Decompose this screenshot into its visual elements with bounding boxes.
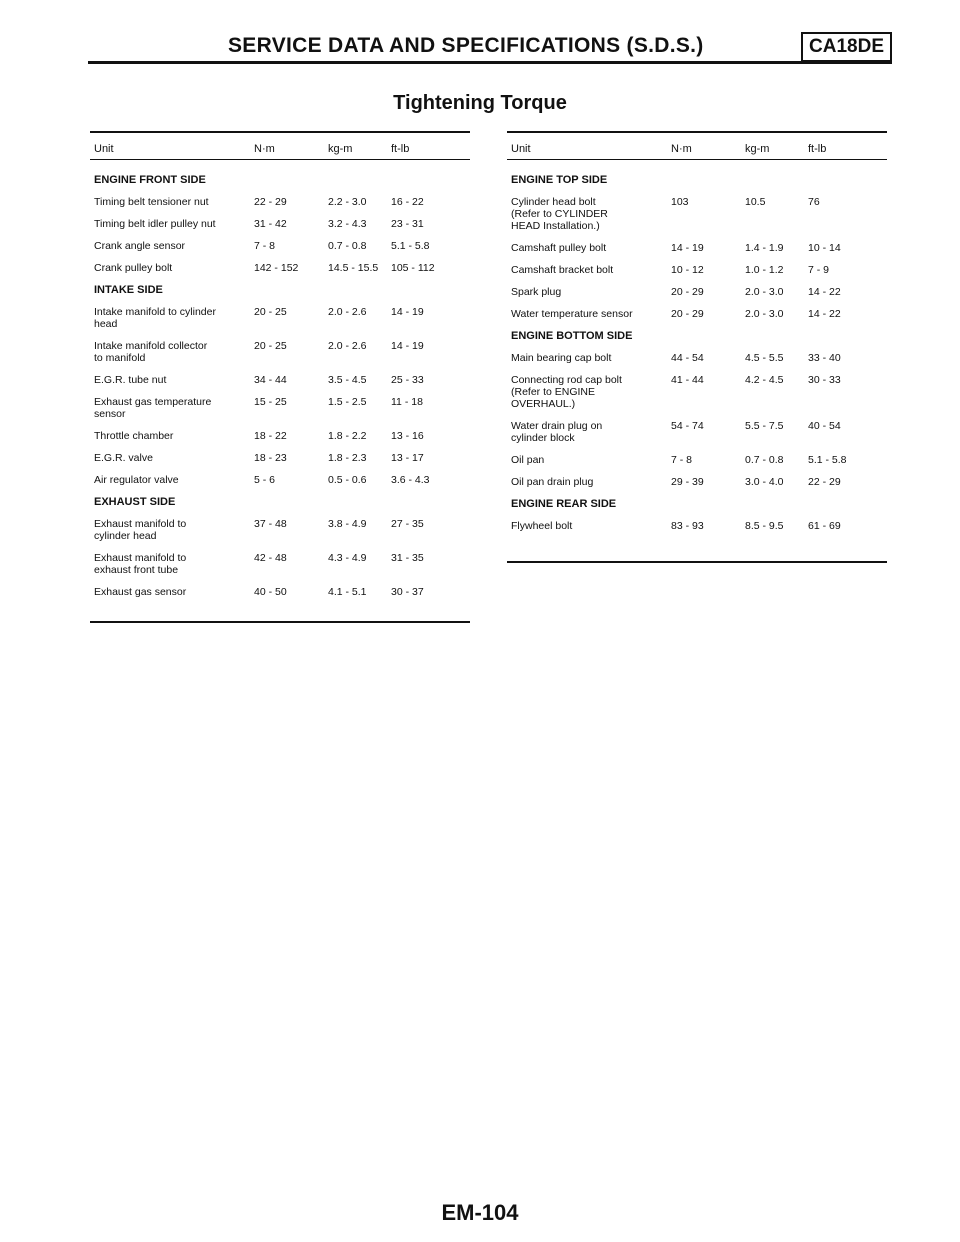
torque-kgm: 3.5 - 4.5 xyxy=(328,374,367,386)
item-label: Water drain plug on cylinder block xyxy=(511,420,603,444)
torque-table-right xyxy=(507,131,887,563)
item-label: Oil pan drain plug xyxy=(511,476,594,488)
torque-kgm: 2.2 - 3.0 xyxy=(328,196,367,208)
torque-nm: 18 - 22 xyxy=(254,430,287,442)
torque-ftlb: 27 - 35 xyxy=(391,518,424,530)
torque-ftlb: 3.6 - 4.3 xyxy=(391,474,430,486)
torque-nm: 83 - 93 xyxy=(671,520,704,532)
torque-kgm: 1.8 - 2.2 xyxy=(328,430,367,442)
column-ftlb: ft-lb xyxy=(391,143,410,155)
item-label: Spark plug xyxy=(511,286,562,298)
torque-kgm: 1.8 - 2.3 xyxy=(328,452,367,464)
torque-kgm: 3.2 - 4.3 xyxy=(328,218,367,230)
engine-code-badge: CA18DE xyxy=(801,32,892,62)
item-label: Throttle chamber xyxy=(94,430,174,442)
torque-ftlb: 11 - 18 xyxy=(391,396,423,408)
torque-ftlb: 13 - 17 xyxy=(391,452,424,464)
torque-ftlb: 23 - 31 xyxy=(391,218,424,230)
item-label: Timing belt idler pulley nut xyxy=(94,218,216,230)
item-label: Connecting rod cap bolt (Refer to ENGINE OVERHAUL.) xyxy=(511,374,622,410)
column-ftlb: ft-lb xyxy=(808,143,827,155)
item-label: Camshaft pulley bolt xyxy=(511,242,607,254)
torque-kgm: 3.0 - 4.0 xyxy=(745,476,784,488)
torque-nm: 29 - 39 xyxy=(671,476,704,488)
torque-kgm: 1.0 - 1.2 xyxy=(745,264,784,276)
torque-nm: 31 - 42 xyxy=(254,218,287,230)
item-label: Oil pan xyxy=(511,454,545,466)
torque-nm: 15 - 25 xyxy=(254,396,287,408)
torque-ftlb: 25 - 33 xyxy=(391,374,424,386)
torque-ftlb: 31 - 35 xyxy=(391,552,424,564)
item-label: Flywheel bolt xyxy=(511,520,573,532)
torque-kgm: 14.5 - 15.5 xyxy=(328,262,379,274)
section-title: Tightening Torque xyxy=(393,92,567,114)
item-label: E.G.R. tube nut xyxy=(94,374,167,386)
torque-nm: 20 - 25 xyxy=(254,340,287,352)
torque-ftlb: 10 - 14 xyxy=(808,242,841,254)
torque-ftlb: 33 - 40 xyxy=(808,352,841,364)
torque-nm: 42 - 48 xyxy=(254,552,287,564)
item-label: E.G.R. valve xyxy=(94,452,153,464)
column-nm: N·m xyxy=(254,143,275,155)
torque-kgm: 0.5 - 0.6 xyxy=(328,474,367,486)
item-label: Exhaust gas temperature sensor xyxy=(94,396,212,420)
item-label: Exhaust manifold to cylinder head xyxy=(94,518,187,542)
torque-table-left xyxy=(90,131,470,623)
torque-nm: 103 xyxy=(671,196,689,208)
table-header xyxy=(507,133,887,160)
column-unit: Unit xyxy=(94,143,114,155)
torque-kgm: 1.4 - 1.9 xyxy=(745,242,784,254)
torque-nm: 20 - 29 xyxy=(671,308,704,320)
item-label: Air regulator valve xyxy=(94,474,179,486)
page-header xyxy=(88,32,892,64)
item-label: Exhaust manifold to exhaust front tube xyxy=(94,552,187,576)
torque-ftlb: 105 - 112 xyxy=(391,262,435,274)
torque-ftlb: 30 - 37 xyxy=(391,586,424,598)
torque-nm: 37 - 48 xyxy=(254,518,287,530)
section-heading: INTAKE SIDE xyxy=(94,284,163,296)
column-nm: N·m xyxy=(671,143,692,155)
torque-ftlb: 16 - 22 xyxy=(391,196,424,208)
torque-kgm: 0.7 - 0.8 xyxy=(328,240,367,252)
torque-kgm: 3.8 - 4.9 xyxy=(328,518,367,530)
torque-ftlb: 5.1 - 5.8 xyxy=(808,454,847,466)
item-label: Water temperature sensor xyxy=(511,308,633,320)
item-label: Intake manifold to cylinder head xyxy=(94,306,216,330)
torque-kgm: 4.5 - 5.5 xyxy=(745,352,784,364)
section-heading: ENGINE TOP SIDE xyxy=(511,174,608,186)
item-label: Crank pulley bolt xyxy=(94,262,173,274)
torque-nm: 44 - 54 xyxy=(671,352,704,364)
torque-ftlb: 14 - 19 xyxy=(391,306,424,318)
page-number: EM-104 xyxy=(441,1200,519,1225)
torque-kgm: 2.0 - 3.0 xyxy=(745,308,784,320)
torque-kgm: 8.5 - 9.5 xyxy=(745,520,784,532)
torque-nm: 10 - 12 xyxy=(671,264,704,276)
torque-kgm: 2.0 - 2.6 xyxy=(328,340,367,352)
torque-nm: 20 - 29 xyxy=(671,286,704,298)
torque-ftlb: 14 - 22 xyxy=(808,308,841,320)
torque-kgm: 2.0 - 3.0 xyxy=(745,286,784,298)
torque-nm: 5 - 6 xyxy=(254,474,276,486)
torque-nm: 22 - 29 xyxy=(254,196,287,208)
torque-kgm: 0.7 - 0.8 xyxy=(745,454,784,466)
torque-kgm: 10.5 xyxy=(745,196,766,208)
section-heading: ENGINE REAR SIDE xyxy=(511,498,617,510)
torque-ftlb: 14 - 19 xyxy=(391,340,424,352)
torque-kgm: 5.5 - 7.5 xyxy=(745,420,784,432)
item-label: Crank angle sensor xyxy=(94,240,186,252)
item-label: Camshaft bracket bolt xyxy=(511,264,614,276)
torque-ftlb: 13 - 16 xyxy=(391,430,424,442)
torque-nm: 20 - 25 xyxy=(254,306,287,318)
torque-nm: 54 - 74 xyxy=(671,420,704,432)
section-heading: ENGINE FRONT SIDE xyxy=(94,174,206,186)
section-heading: EXHAUST SIDE xyxy=(94,496,176,508)
torque-ftlb: 5.1 - 5.8 xyxy=(391,240,430,252)
torque-kgm: 4.2 - 4.5 xyxy=(745,374,784,386)
item-label: Exhaust gas sensor xyxy=(94,586,187,598)
column-kgm: kg-m xyxy=(745,143,770,155)
item-label: Timing belt tensioner nut xyxy=(94,196,209,208)
torque-ftlb: 14 - 22 xyxy=(808,286,841,298)
torque-kgm: 4.3 - 4.9 xyxy=(328,552,367,564)
torque-ftlb: 30 - 33 xyxy=(808,374,841,386)
column-unit: Unit xyxy=(511,143,531,155)
item-label: Cylinder head bolt (Refer to CYLINDER HEAD Installation.) xyxy=(511,196,608,232)
torque-nm: 7 - 8 xyxy=(254,240,276,252)
page-title: SERVICE DATA AND SPECIFICATIONS (S.D.S.) xyxy=(228,34,704,57)
column-kgm: kg-m xyxy=(328,143,353,155)
torque-kgm: 4.1 - 5.1 xyxy=(328,586,367,598)
torque-ftlb: 61 - 69 xyxy=(808,520,841,532)
table-header xyxy=(90,133,470,160)
torque-ftlb: 40 - 54 xyxy=(808,420,841,432)
torque-nm: 14 - 19 xyxy=(671,242,704,254)
section-heading: ENGINE BOTTOM SIDE xyxy=(511,330,633,342)
torque-nm: 34 - 44 xyxy=(254,374,287,386)
torque-kgm: 2.0 - 2.6 xyxy=(328,306,367,318)
torque-nm: 18 - 23 xyxy=(254,452,287,464)
torque-ftlb: 7 - 9 xyxy=(808,264,830,276)
torque-nm: 41 - 44 xyxy=(671,374,704,386)
torque-kgm: 1.5 - 2.5 xyxy=(328,396,367,408)
torque-ftlb: 22 - 29 xyxy=(808,476,841,488)
torque-nm: 7 - 8 xyxy=(671,454,693,466)
item-label: Intake manifold collector to manifold xyxy=(94,340,208,364)
torque-ftlb: 76 xyxy=(808,196,820,208)
item-label: Main bearing cap bolt xyxy=(511,352,612,364)
torque-nm: 142 - 152 xyxy=(254,262,299,274)
torque-nm: 40 - 50 xyxy=(254,586,287,598)
header-rule xyxy=(88,61,892,64)
